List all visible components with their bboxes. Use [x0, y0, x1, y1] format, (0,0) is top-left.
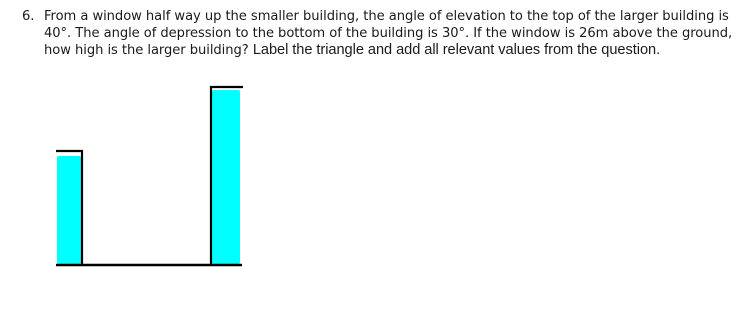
larger-building [212, 90, 240, 264]
question-line-3: how high is the larger building? Label the triangle and add all relevant values from the question. [44, 42, 661, 58]
question-line-2: 40°. The angle of depression to the bottom of the building is 30°. If the window is 26m above the ground, [44, 26, 733, 41]
question-number: 6. [22, 9, 35, 24]
question-instruction: Label the triangle and add all relevant values from the question. [252, 42, 661, 58]
smaller-building [57, 156, 81, 264]
question-line-1: 6. From a window half way up the smaller building, the angle of elevation to the top of the larger building is [22, 9, 729, 24]
